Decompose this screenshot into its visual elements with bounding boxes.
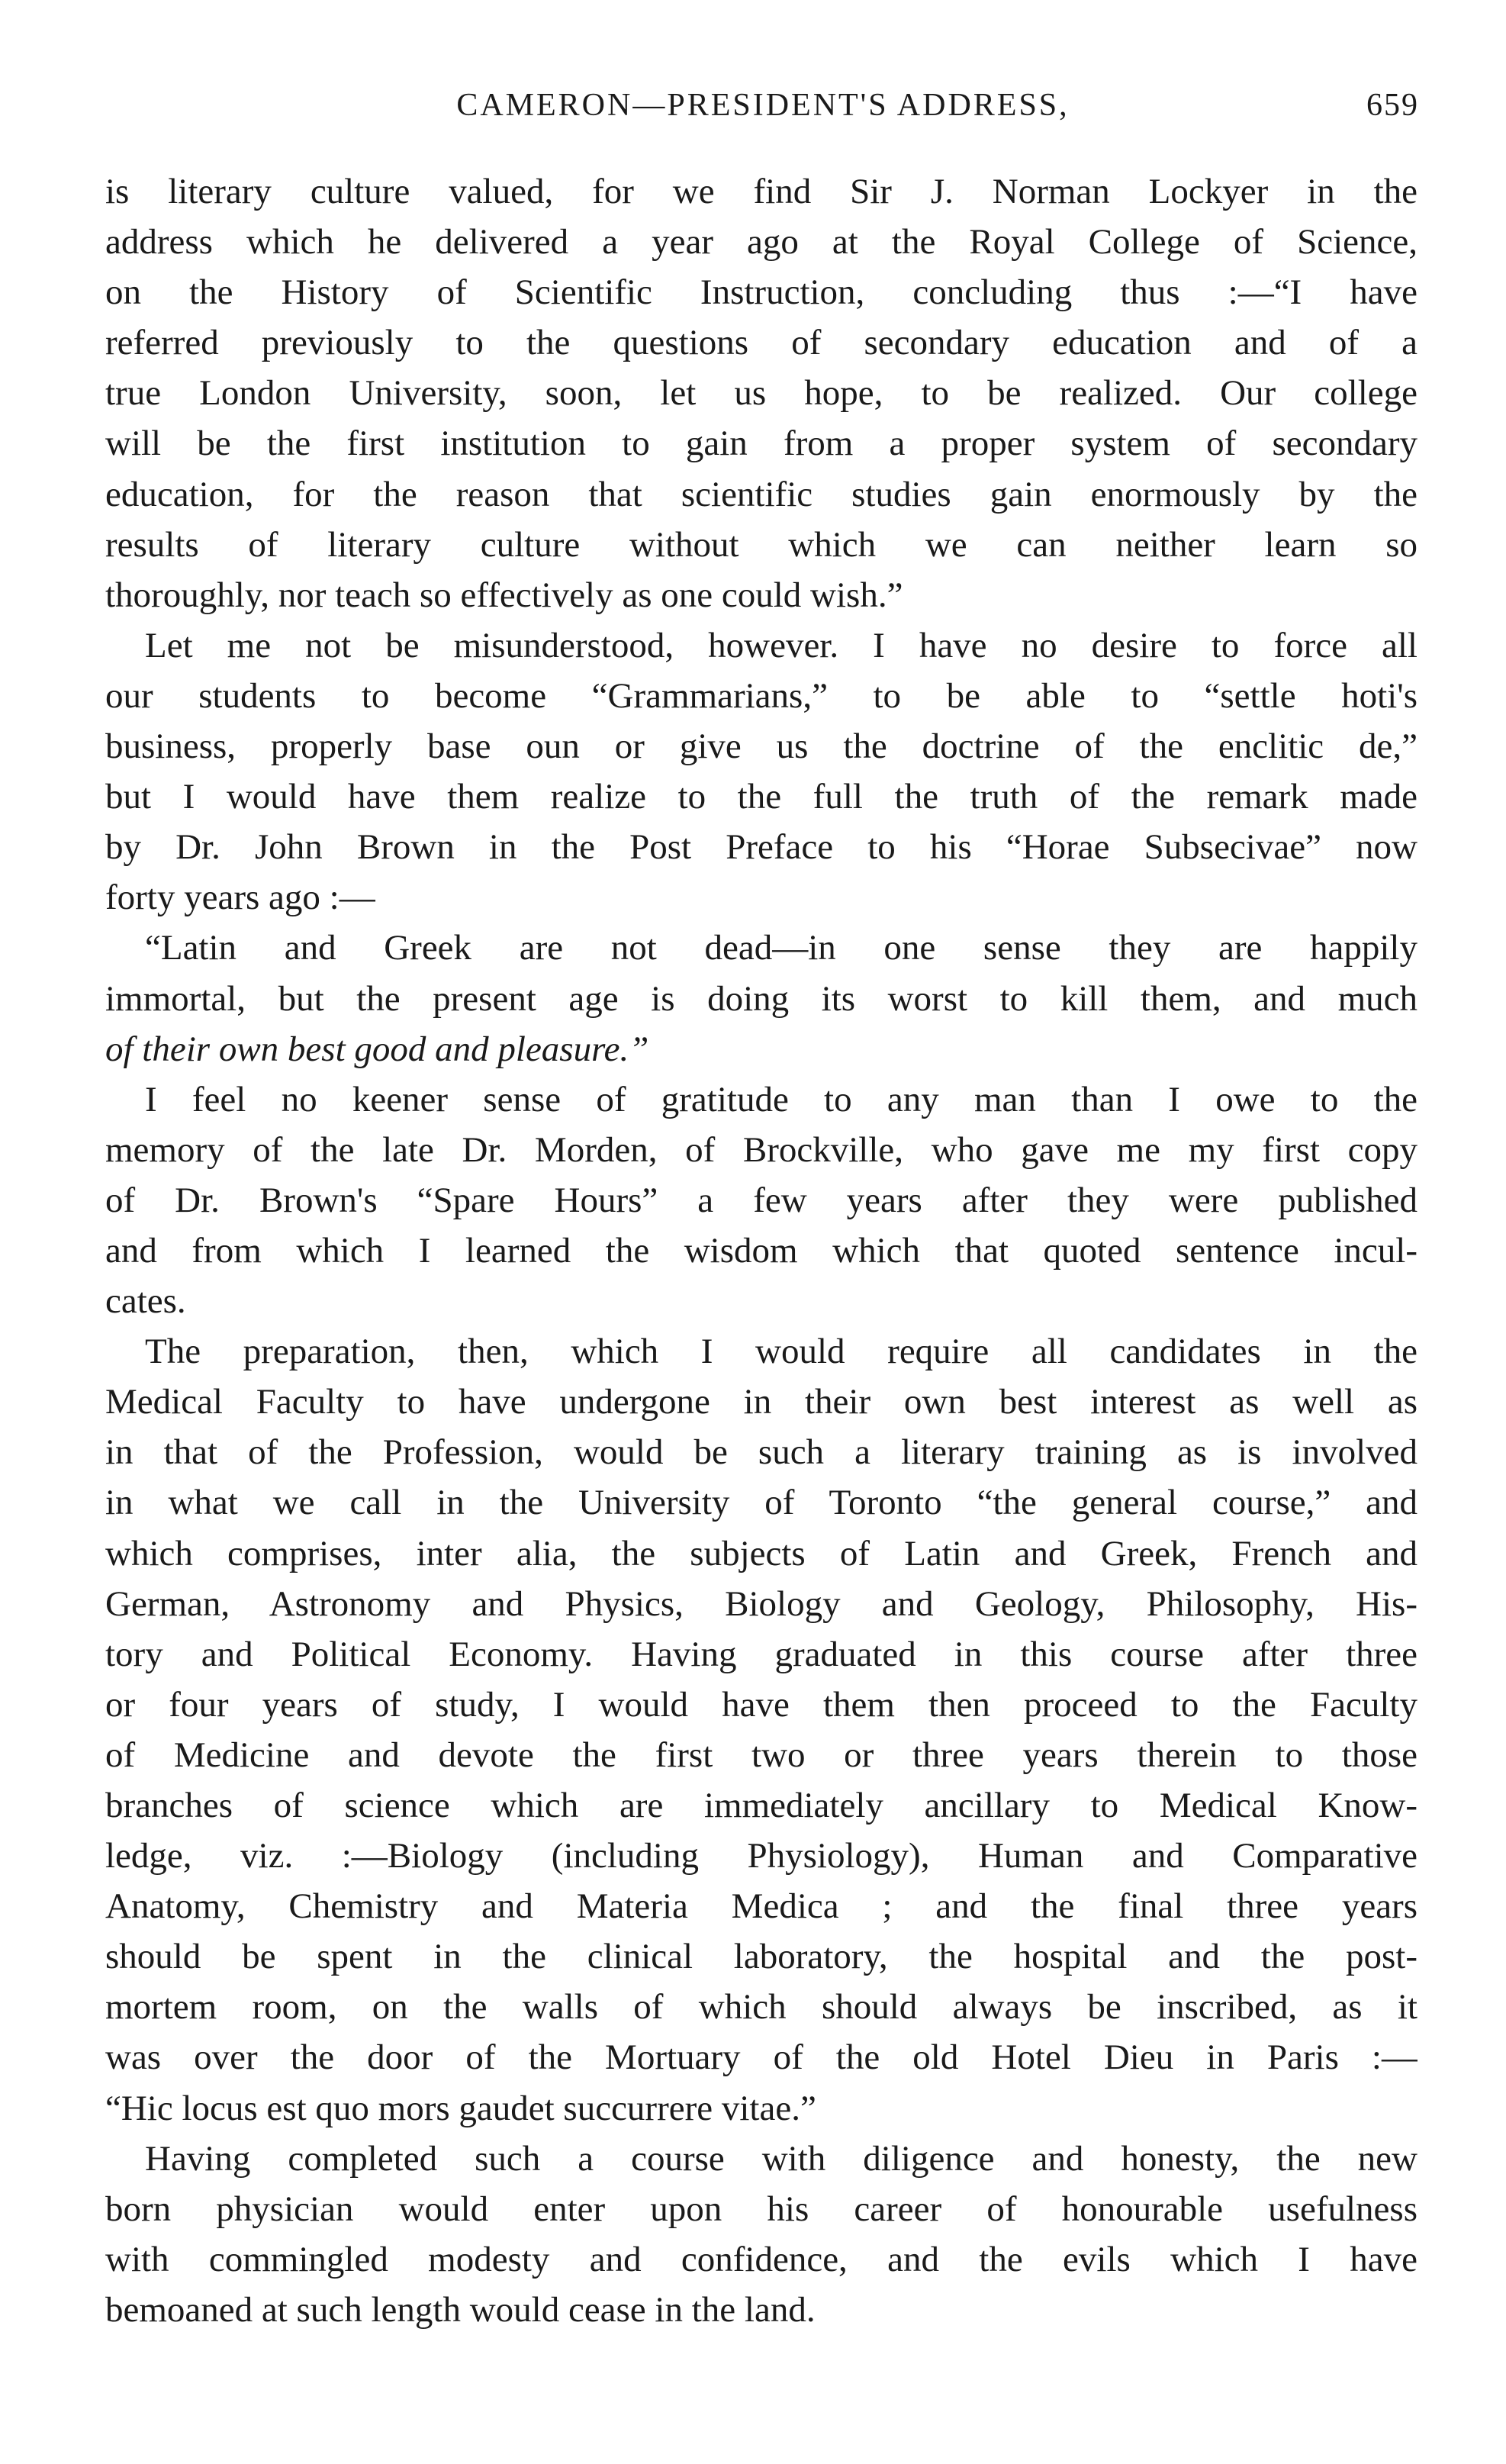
text-line: Anatomy, Chemistry and Materia Medica ; and the final three years: [105, 1886, 1418, 1927]
running-head: [107, 82, 1419, 128]
text-line: German, Astronomy and Physics, Biology and Geology, Philosophy, His-: [105, 1583, 1418, 1624]
page-number: 659: [1366, 88, 1419, 123]
paragraph-start-line: I feel no keener sense of gratitude to any man than I owe to the: [145, 1079, 1418, 1119]
text-line: cates.: [105, 1281, 186, 1322]
paragraph-start-line: Having completed such a course with diligence and honesty, the new: [145, 2138, 1418, 2179]
running-head-title: CAMERON—PRESIDENT'S ADDRESS,: [456, 88, 1070, 123]
text-line: but I would have them realize to the full the truth of the remark made: [105, 777, 1418, 817]
quotation-line: “Latin and Greek are not dead—in one sense they are happily: [145, 928, 1418, 968]
text-line: should be spent in the clinical laboratory, the hospital and the post-: [105, 1937, 1418, 1977]
text-line: of Medicine and devote the first two or three years therein to those: [105, 1734, 1418, 1775]
text-line: branches of science which are immediately ancillary to Medical Know-: [105, 1786, 1418, 1825]
quotation-line: immortal, but the present age is doing its worst to kill them, and much: [105, 978, 1418, 1019]
text-line: tory and Political Economy. Having graduated in this course after three: [105, 1634, 1418, 1674]
text-line: born physician would enter upon his career of honourable usefulness: [105, 2189, 1418, 2229]
text-line: education, for the reason that scientific studies gain enormously by the: [105, 474, 1418, 514]
text-line: thoroughly, nor teach so effectively as one could wish.”: [105, 575, 903, 615]
text-line: in that of the Profession, would be such a literary training as is involved: [105, 1432, 1418, 1473]
text-line: with commingled modesty and confidence, and the evils which I have: [105, 2239, 1418, 2279]
quotation-line: of their own best good and pleasure.”: [105, 1029, 649, 1069]
text-line: our students to become “Grammarians,” to be able to “settle hoti's: [105, 675, 1418, 716]
text-line: in what we call in the University of Toronto “the general course,” and: [105, 1483, 1418, 1523]
text-line: memory of the late Dr. Morden, of Brockville, who gave me my first copy: [105, 1129, 1418, 1170]
text-line: mortem room, on the walls of which should always be inscribed, as it: [105, 1987, 1418, 2028]
text-line: by Dr. John Brown in the Post Preface to his “Horae Subsecivae” now: [105, 827, 1418, 868]
text-line: was over the door of the Mortuary of the old Hotel Dieu in Paris :—: [105, 2037, 1418, 2078]
text-line: and from which I learned the wisdom which that quoted sentence incul-: [105, 1230, 1418, 1271]
text-line: bemoaned at such length would cease in the land.: [105, 2289, 816, 2330]
text-line: business, properly base oun or give us the doctrine of the enclitic de,”: [105, 726, 1418, 767]
paragraph-start-line: The preparation, then, which I would require all candidates in the: [145, 1332, 1418, 1372]
text-line: of Dr. Brown's “Spare Hours” a few years after they were published: [105, 1180, 1418, 1220]
text-line: Medical Faculty to have undergone in their own best interest as well as: [105, 1382, 1418, 1422]
paragraph-start-line: Let me not be misunderstood, however. I have no desire to force all: [145, 625, 1418, 665]
text-line: “Hic locus est quo mors gaudet succurrere vitae.”: [105, 2088, 816, 2128]
text-line: on the History of Scientific Instruction, concluding thus :—“I have: [105, 272, 1418, 313]
text-line: which comprises, inter alia, the subjects of Latin and Greek, French and: [105, 1533, 1418, 1573]
text-line: forty years ago :—: [105, 878, 375, 918]
text-line: referred previously to the questions of secondary education and of a: [105, 323, 1418, 363]
text-line: address which he delivered a year ago at the Royal College of Science,: [105, 222, 1418, 263]
text-line: ledge, viz. :—Biology (including Physiology), Human and Comparative: [105, 1836, 1418, 1876]
text-line: will be the first institution to gain from a proper system of secondary: [105, 424, 1418, 464]
text-line: true London University, soon, let us hope, to be realized. Our college: [105, 373, 1418, 414]
body-text: [105, 166, 1418, 2335]
text-line: is literary culture valued, for we find Sir J. Norman Lockyer in the: [105, 172, 1418, 211]
text-line: results of literary culture without which we can neither learn so: [105, 524, 1418, 565]
text-line: or four years of study, I would have them then proceed to the Faculty: [105, 1684, 1418, 1725]
